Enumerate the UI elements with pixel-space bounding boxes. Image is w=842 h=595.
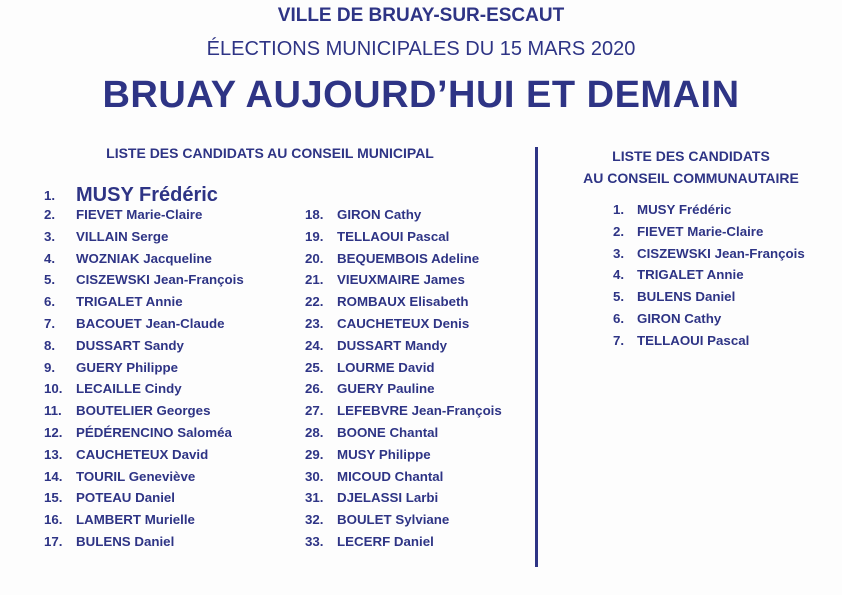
candidate-name: VIEUXMAIRE James [337, 272, 465, 288]
candidate-name: BACOUET Jean-Claude [76, 316, 225, 331]
candidate-number: 18. [305, 207, 324, 222]
list-title: BRUAY AUJOURD’HUI ET DEMAIN [102, 74, 740, 116]
city-title: VILLE DE BRUAY-SUR-ESCAUT [277, 5, 565, 26]
candidate-number: 4. [44, 250, 56, 266]
candidate-name: LECERF Daniel [337, 534, 434, 549]
candidate-number: 12. [44, 425, 63, 440]
candidate-number: 13. [44, 446, 63, 462]
candidate-number: 30. [305, 468, 324, 484]
candidate-name: CISZEWSKI Jean-François [76, 272, 244, 288]
candidate-name: ROMBAUX Elisabeth [337, 294, 469, 310]
candidate-name: BEQUEMBOIS Adeline [337, 250, 480, 266]
candidate-name: TRIGALET Annie [637, 267, 744, 283]
candidate-number: 3. [613, 245, 625, 261]
candidate-name: BOULET Sylviane [337, 512, 450, 528]
column-divider [535, 147, 538, 567]
candidate-number: 2. [44, 207, 56, 222]
candidate-number: 10. [44, 381, 63, 397]
candidate-number: 23. [305, 316, 324, 331]
candidate-number: 21. [305, 272, 324, 288]
candidate-number: 24. [305, 337, 324, 353]
candidate-name: FIEVET Marie-Claire [637, 223, 764, 239]
candidate-name: CAUCHETEUX Denis [337, 316, 470, 331]
candidate-number: 9. [44, 359, 56, 375]
candidate-name: TRIGALET Annie [76, 294, 183, 310]
candidate-name: BOUTELIER Georges [76, 403, 211, 419]
candidate-name: MUSY Frédéric [637, 202, 732, 217]
candidate-number: 8. [44, 337, 56, 353]
candidate-name: BULENS Daniel [637, 289, 736, 305]
candidate-name: DJELASSI Larbi [337, 490, 439, 506]
candidate-name: MICOUD Chantal [337, 468, 444, 484]
candidate-number: 16. [44, 512, 63, 528]
election-subtitle: ÉLECTIONS MUNICIPALES DU 15 MARS 2020 [206, 38, 636, 60]
candidate-number: 29. [305, 446, 324, 462]
candidate-name: TOURIL Geneviève [76, 468, 196, 484]
candidate-number: 33. [305, 534, 324, 549]
candidate-number: 14. [44, 468, 63, 484]
candidate-number: 31. [305, 490, 324, 506]
candidate-name: BULENS Daniel [76, 534, 175, 549]
candidate-name: DUSSART Mandy [337, 337, 448, 353]
candidate-number: 5. [44, 272, 56, 288]
candidate-number: 1. [44, 188, 56, 203]
candidate-number: 17. [44, 534, 63, 549]
candidate-name: FIEVET Marie-Claire [76, 207, 203, 222]
candidate-number: 26. [305, 381, 324, 397]
candidate-number: 20. [305, 250, 324, 266]
candidate-number: 1. [613, 202, 625, 217]
candidate-number: 19. [305, 228, 324, 244]
candidate-number: 6. [44, 294, 56, 310]
candidate-number: 2. [613, 223, 625, 239]
candidate-name: LOURME David [337, 359, 435, 375]
candidate-name: VILLAIN Serge [76, 228, 169, 244]
municipal-heading: LISTE DES CANDIDATS AU CONSEIL MUNICIPAL [106, 145, 434, 161]
communautaire-heading [540, 145, 842, 189]
candidate-name: LEFEBVRE Jean-François [337, 403, 502, 419]
candidate-name: GUERY Philippe [76, 359, 178, 375]
candidate-name: WOZNIAK Jacqueline [76, 250, 212, 266]
candidate-number: 6. [613, 311, 625, 326]
candidate-number: 27. [305, 403, 324, 419]
candidate-number: 22. [305, 294, 324, 310]
candidate-name: TELLAOUI Pascal [637, 332, 750, 348]
candidate-name: CISZEWSKI Jean-François [637, 245, 805, 261]
candidate-name: MUSY Frédéric [76, 184, 218, 206]
communautaire-heading-line1: LISTE DES CANDIDATS [612, 148, 770, 164]
candidate-number: 28. [305, 425, 324, 440]
candidate-number: 15. [44, 490, 63, 506]
communautaire-heading-line2: AU CONSEIL COMMUNAUTAIRE [583, 170, 799, 186]
candidate-name: PÉDÉRENCINO Saloméa [76, 425, 232, 440]
candidate-name: POTEAU Daniel [76, 490, 176, 506]
candidate-number: 25. [305, 359, 324, 375]
candidate-name: DUSSART Sandy [76, 337, 184, 353]
candidate-number: 4. [613, 267, 625, 283]
candidate-number: 11. [44, 403, 62, 419]
candidate-name: CAUCHETEUX David [76, 446, 209, 462]
candidate-name: TELLAOUI Pascal [337, 228, 450, 244]
candidate-number: 7. [44, 316, 56, 331]
candidate-name: GUERY Pauline [337, 381, 435, 397]
candidate-name: BOONE Chantal [337, 425, 439, 440]
candidate-name: LAMBERT Murielle [76, 512, 195, 528]
candidate-number: 3. [44, 228, 56, 244]
candidate-name: GIRON Cathy [337, 207, 422, 222]
candidate-name: GIRON Cathy [637, 311, 722, 326]
candidate-number: 32. [305, 512, 324, 528]
candidate-number: 5. [613, 289, 625, 305]
candidate-name: MUSY Philippe [337, 446, 431, 462]
candidate-number: 7. [613, 332, 625, 348]
candidate-name: LECAILLE Cindy [76, 381, 182, 397]
